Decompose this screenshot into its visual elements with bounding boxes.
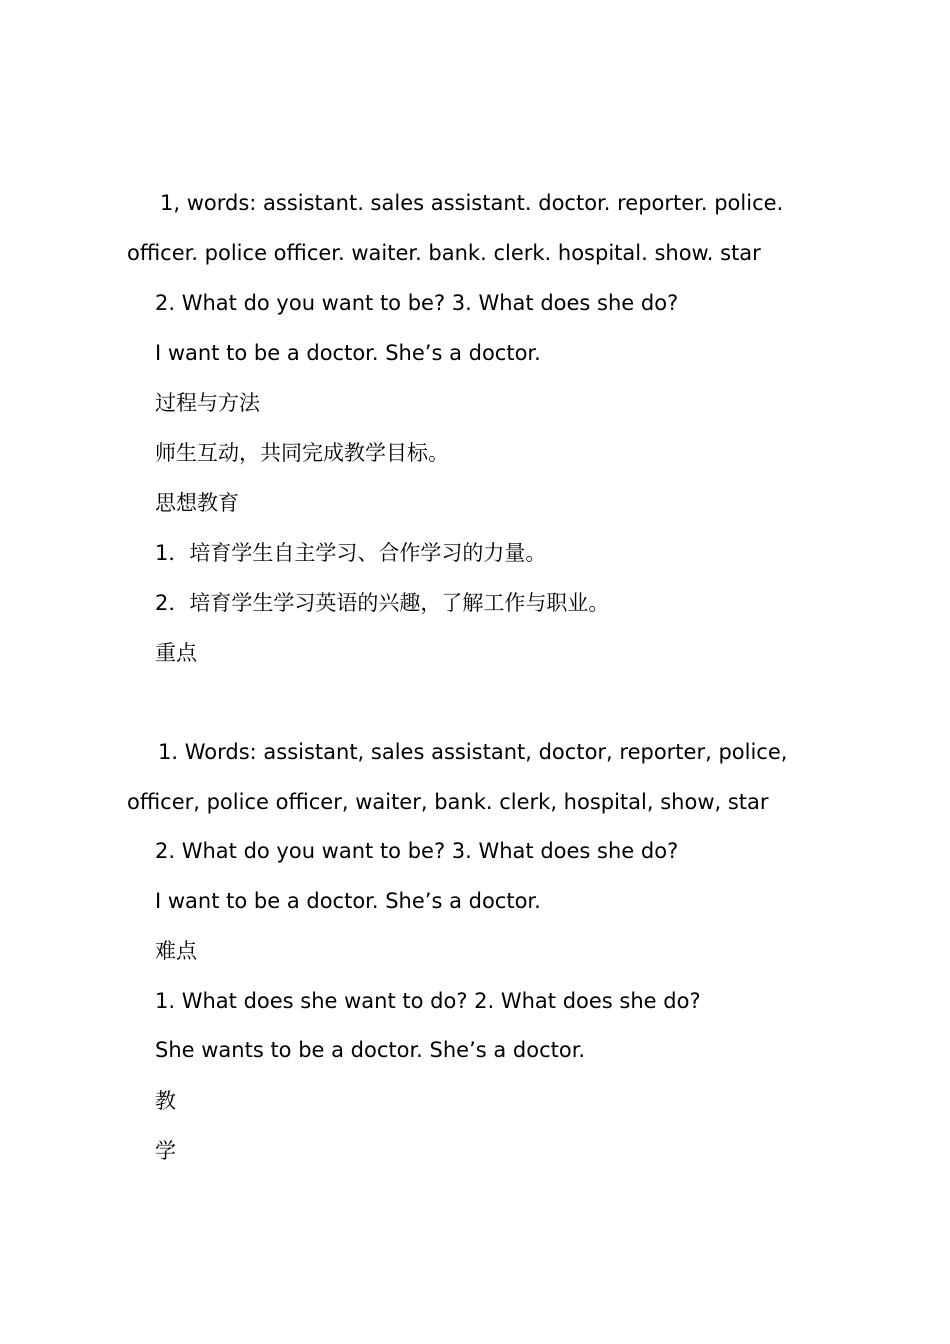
difficult-points-heading: 难点 (155, 939, 197, 963)
teaching-heading-char-1: 教 (155, 1089, 176, 1113)
moral-education-item-2: 2．培育学生学习英语的兴趣，了解工作与职业。 (155, 591, 610, 615)
objective-words-line-1: 1, words: assistant. sales assistant. doctor. reporter. police. (160, 191, 784, 215)
key-points-heading: 重点 (155, 641, 197, 665)
moral-education-heading: 思想教育 (155, 491, 239, 515)
difficult-points-answers-line: She wants to be a doctor. She’s a doctor. (155, 1038, 586, 1062)
difficult-points-questions-line: 1. What does she want to do? 2. What does she do? (155, 989, 701, 1013)
moral-education-item-1: 1．培育学生自主学习、合作学习的力量。 (155, 541, 547, 565)
key-points-words-line-1: 1. Words: assistant, sales assistant, doctor, reporter, police, (158, 740, 788, 764)
objective-sentences-line: 2. What do you want to be? 3. What does she do? (155, 291, 679, 315)
objective-words-line-2: officer. police officer. waiter. bank. clerk. hospital. show. star (127, 241, 761, 265)
key-points-answers-line: I want to be a doctor. She’s a doctor. (155, 889, 541, 913)
key-points-words-line-2: officer, police officer, waiter, bank. clerk, hospital, show, star (127, 790, 769, 814)
process-method-heading: 过程与方法 (155, 391, 260, 415)
objective-answers-line: I want to be a doctor. She’s a doctor. (155, 341, 541, 365)
teaching-heading-char-2: 学 (155, 1139, 176, 1163)
key-points-sentences-line: 2. What do you want to be? 3. What does she do? (155, 839, 679, 863)
process-method-text: 师生互动，共同完成教学目标。 (155, 441, 449, 465)
